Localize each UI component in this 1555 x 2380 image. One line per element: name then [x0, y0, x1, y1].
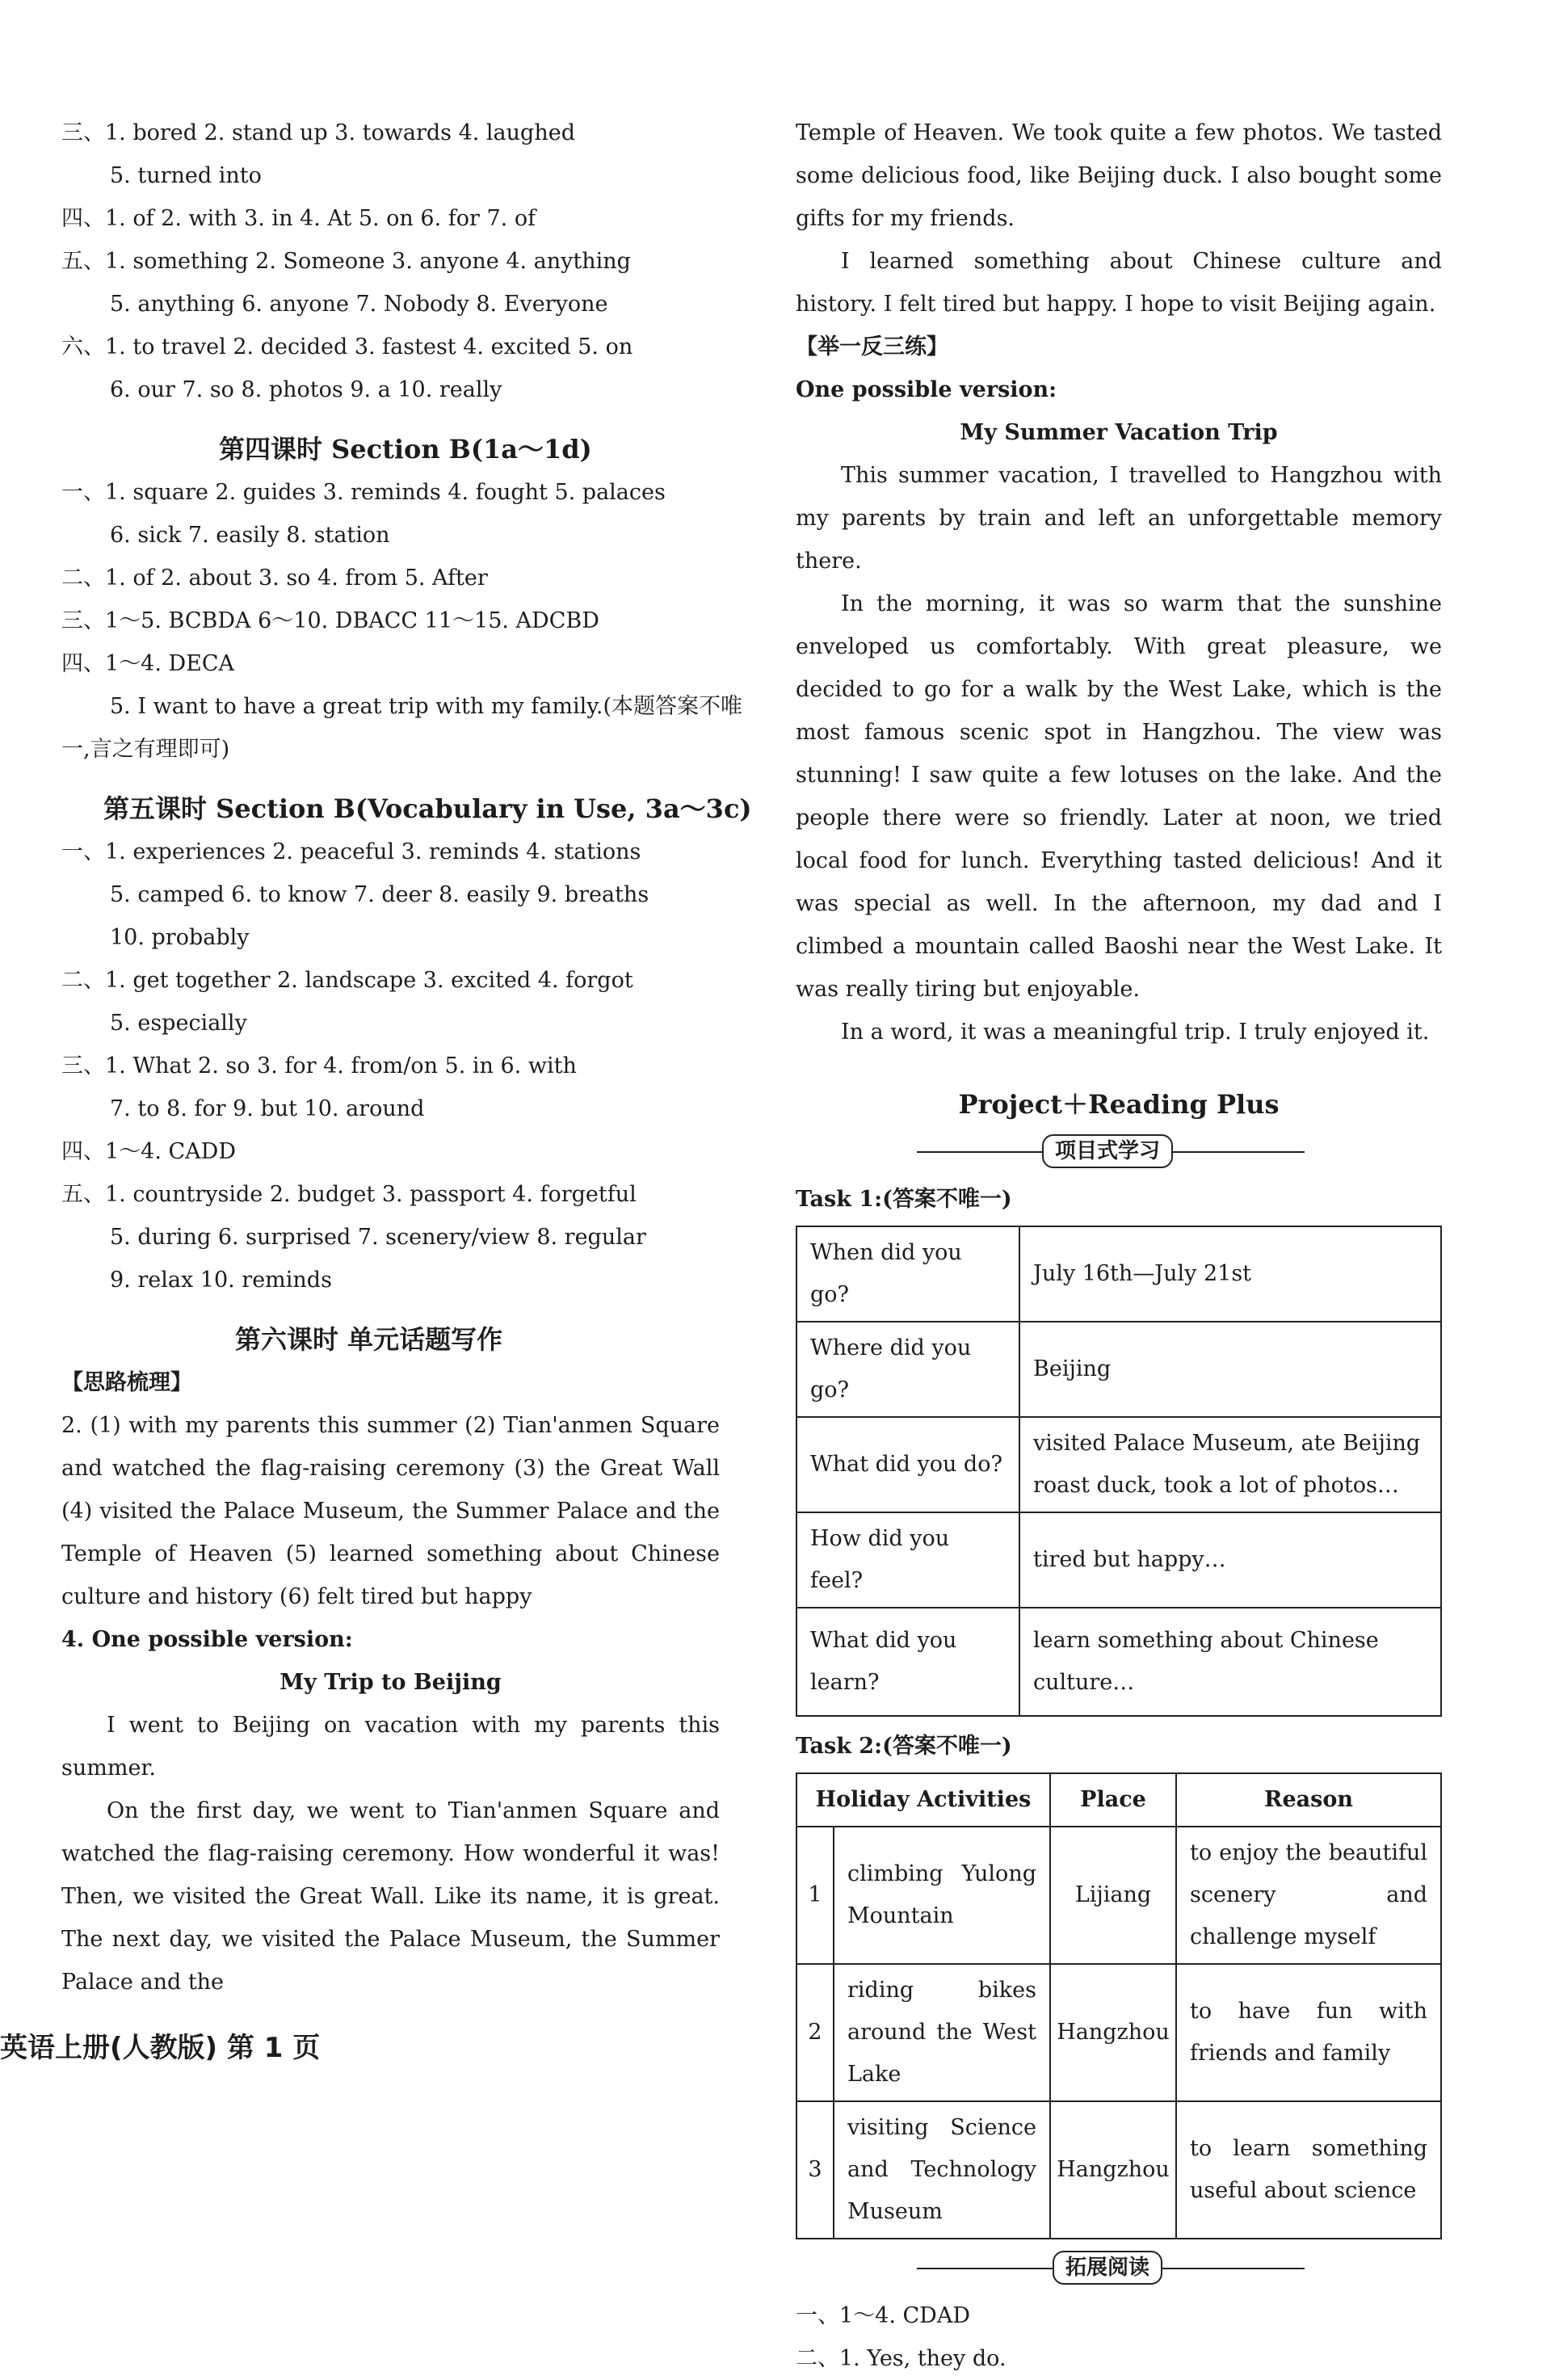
answer-line: 四、1～4. DECA: [61, 651, 235, 676]
reason-cell: to have fun with friends and family: [1176, 1964, 1441, 2101]
version-label: 4. One possible version:: [61, 1627, 353, 1652]
table-row: [796, 1964, 1441, 2101]
place-cell: Lijiang: [1050, 1827, 1176, 1964]
answer-line: 二、1. Yes, they do.: [796, 2346, 1007, 2371]
answer-line: 5. anything 6. anyone 7. Nobody 8. Everyone: [110, 292, 608, 317]
answer-line: 三、1～5. BCBDA 6～10. DBACC 11～15. ADCBD: [61, 608, 599, 633]
essay-paragraph: In the morning, it was so warm that the sunshine enveloped us comfortably. With great pleasure, we decided to go for a walk by the West Lake, which is the most famous scenic spot in Hangzhou. The view was stunning! I saw quite a few lotuses on the lake. And the people there were so friendly. Later at noon, we tried local food for lunch. Everything tasted delicious! And it was special as well. In the afternoon, my dad and I climbed a mountain called Baoshi near the West Lake. It was really tiring but enjoyable.: [796, 591, 1442, 1002]
lesson5-title: 第五课时 Section B(Vocabulary in Use, 3a～3c): [103, 793, 752, 824]
lesson6-title: 第六课时 单元话题写作: [235, 1324, 503, 1355]
answer-cell: Beijing: [1019, 1322, 1441, 1417]
right-column: [796, 111, 1442, 2380]
version-label: One possible version:: [796, 377, 1057, 402]
essay-paragraph: This summer vacation, I travelled to Hangzhou with my parents by train and left an unforgettable memory there.: [796, 463, 1442, 574]
answer-line: 5. especially: [110, 1011, 247, 1036]
banner-label: 拓展阅读: [1053, 2251, 1162, 2285]
section-tag: 【举一反三练】: [796, 334, 948, 360]
essay-title: My Trip to Beijing: [279, 1670, 502, 1695]
banner-extended-reading: [796, 2246, 1442, 2291]
row-number: 1: [796, 1827, 834, 1964]
question-cell: What did you do?: [796, 1417, 1019, 1512]
essay-paragraph: I went to Beijing on vacation with my parents this summer.: [61, 1713, 720, 1781]
essay-paragraph: I learned something about Chinese culture and history. I felt tired but happy. I hope to visit Beijing again.: [796, 249, 1442, 317]
table-row: [796, 1827, 1441, 1964]
lesson4-title: 第四课时 Section B(1a～1d): [219, 434, 592, 465]
table-row: [796, 1512, 1441, 1608]
question-cell: When did you go?: [796, 1226, 1019, 1322]
answer-line: 6. sick 7. easily 8. station: [110, 523, 390, 548]
answer-line: 10. probably: [110, 925, 250, 950]
answer-line: 5. camped 6. to know 7. deer 8. easily 9. breaths: [110, 882, 649, 907]
essay-paragraph: On the first day, we went to Tian'anmen Square and watched the flag-raising ceremony. How wonderful it was! Then, we visited the Great Wall. Like its name, it is great. The next day, we visited the Palace Museum, the Summer Palace and the: [61, 1798, 720, 1995]
table-row: [796, 1417, 1441, 1512]
place-cell: Hangzhou: [1050, 2101, 1176, 2239]
answer-line: 五、1. something 2. Someone 3. anyone 4. anything: [61, 249, 631, 274]
task1-table: [796, 1226, 1442, 1717]
place-cell: Hangzhou: [1050, 1964, 1176, 2101]
answer-line: 一,言之有理即可): [61, 737, 230, 762]
answer-line: 9. relax 10. reminds: [110, 1268, 332, 1293]
banner-project-learning: [796, 1129, 1442, 1175]
question-cell: How did you feel?: [796, 1512, 1019, 1608]
header-cell: Place: [1050, 1773, 1176, 1827]
answer-line: 一、1. square 2. guides 3. reminds 4. fought 5. palaces: [61, 480, 666, 505]
answer-line: 三、1. What 2. so 3. for 4. from/on 5. in 6. with: [61, 1053, 577, 1079]
essay-paragraph: Temple of Heaven. We took quite a few photos. We tasted some delicious food, like Beijing duck. I also bought some gifts for my friends.: [796, 120, 1442, 231]
answer-line: 五、1. countryside 2. budget 3. passport 4. forgetful: [61, 1182, 637, 1207]
table-row: [796, 1608, 1441, 1716]
answer-cell: learn something about Chinese culture…: [1019, 1608, 1441, 1716]
answer-cell: tired but happy…: [1019, 1512, 1441, 1608]
question-cell: Where did you go?: [796, 1322, 1019, 1417]
reason-cell: to learn something useful about science: [1176, 2101, 1441, 2239]
header-cell: Reason: [1176, 1773, 1441, 1827]
answer-line: 二、1. get together 2. landscape 3. excited 4. forgot: [61, 968, 633, 993]
answer-line: 6. our 7. so 8. photos 9. a 10. really: [110, 377, 502, 402]
outline-paragraph: 2. (1) with my parents this summer (2) Tian'anmen Square and watched the flag-raising ceremony (3) the Great Wall (4) visited the Palace Museum, the Summer Palace and the Temple of Heaven (5) learned something about Chinese culture and history (6) felt tired but happy: [61, 1413, 720, 1609]
header-cell: Holiday Activities: [796, 1773, 1050, 1827]
task1-label: Task 1:(答案不唯一): [796, 1187, 1012, 1212]
answer-line: 二、1. of 2. about 3. so 4. from 5. After: [61, 566, 488, 591]
answer-line: 四、1～4. CADD: [61, 1139, 236, 1164]
answer-cell: July 16th—July 21st: [1019, 1226, 1441, 1322]
reason-cell: to enjoy the beautiful scenery and challenge myself: [1176, 1827, 1441, 1964]
left-column: [61, 111, 752, 2004]
answer-line: 7. to 8. for 9. but 10. around: [110, 1096, 425, 1121]
table-header-row: [796, 1773, 1441, 1827]
activity-cell: riding bikes around the West Lake: [834, 1964, 1050, 2101]
page-footer: 英语上册(人教版) 第 1 页: [0, 2032, 321, 2064]
answer-cell: visited Palace Museum, ate Beijing roast duck, took a lot of photos…: [1019, 1417, 1441, 1512]
project-title: Project＋Reading Plus: [958, 1089, 1280, 1120]
answer-line: 一、1. experiences 2. peaceful 3. reminds 4. stations: [61, 839, 641, 864]
table-row: [796, 2101, 1441, 2239]
task2-table: [796, 1772, 1442, 2239]
answer-line: 三、1. bored 2. stand up 3. towards 4. laughed: [61, 120, 575, 145]
essay-title: My Summer Vacation Trip: [960, 420, 1278, 445]
answer-line: 5. during 6. surprised 7. scenery/view 8. regular: [110, 1225, 646, 1250]
answer-line: 六、1. to travel 2. decided 3. fastest 4. excited 5. on: [61, 334, 633, 360]
activity-cell: visiting Science and Technology Museum: [834, 2101, 1050, 2239]
table-row: [796, 1226, 1441, 1322]
activity-cell: climbing Yulong Mountain: [834, 1827, 1050, 1964]
answer-line: 5. turned into: [110, 163, 262, 188]
question-cell: What did you learn?: [796, 1608, 1019, 1716]
answer-line: 一、1～4. CDAD: [796, 2303, 970, 2328]
task2-label: Task 2:(答案不唯一): [796, 1734, 1012, 1759]
row-number: 2: [796, 1964, 834, 2101]
section-tag: 【思路梳理】: [61, 1370, 192, 1395]
banner-label: 项目式学习: [1042, 1134, 1173, 1168]
answer-line: 5. I want to have a great trip with my family.(本题答案不唯: [110, 694, 742, 719]
essay-paragraph: In a word, it was a meaningful trip. I truly enjoyed it.: [841, 1020, 1430, 1045]
row-number: 3: [796, 2101, 834, 2239]
answer-line: 四、1. of 2. with 3. in 4. At 5. on 6. for 7. of: [61, 206, 536, 231]
table-row: [796, 1322, 1441, 1417]
